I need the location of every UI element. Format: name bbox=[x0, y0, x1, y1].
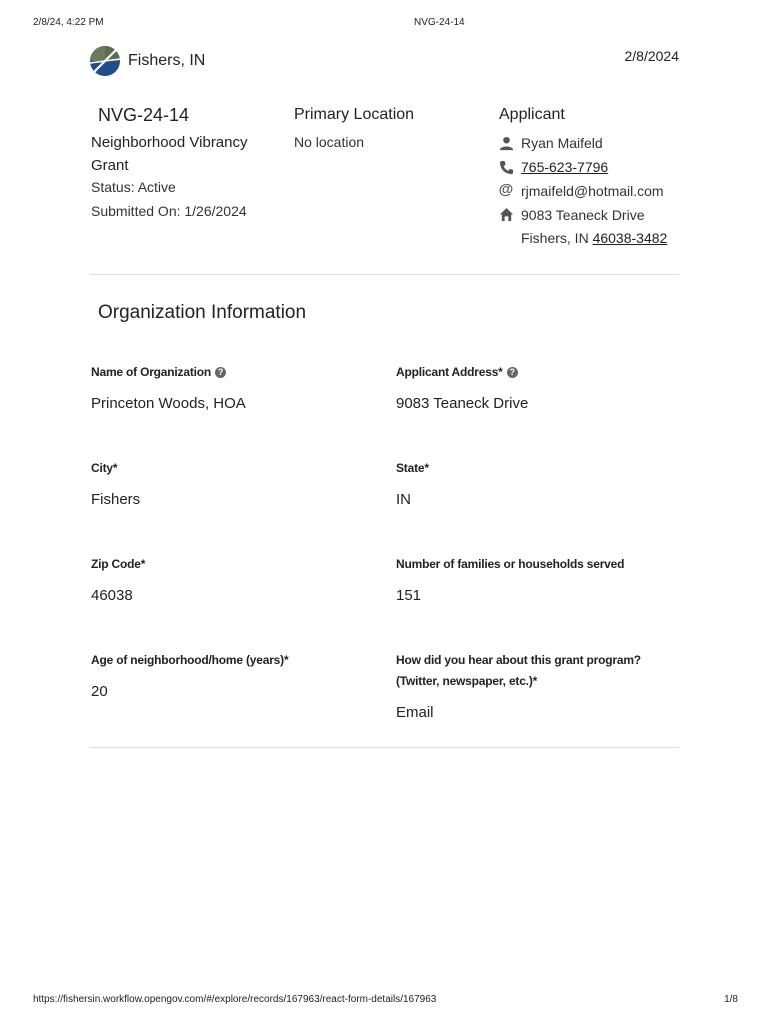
address-label bbox=[396, 365, 518, 379]
person-icon bbox=[498, 135, 514, 151]
org-name-value: Princeton Woods, HOA bbox=[91, 395, 246, 412]
applicant-name: Ryan Maifeld bbox=[521, 135, 603, 151]
applicant-city-line bbox=[521, 226, 667, 250]
zip-value: 46038 bbox=[91, 587, 133, 604]
divider-top bbox=[90, 274, 679, 275]
section-title: Organization Information bbox=[98, 302, 307, 323]
brand-name: Fishers, IN bbox=[128, 52, 206, 69]
age-label: Age of neighborhood/home (years)* bbox=[91, 653, 289, 667]
households-value: 151 bbox=[396, 587, 422, 604]
help-icon[interactable]: ? bbox=[215, 367, 226, 378]
hear-value: Email bbox=[396, 704, 434, 721]
org-name-label bbox=[91, 365, 226, 379]
applicant-heading: Applicant bbox=[499, 106, 565, 123]
age-value: 20 bbox=[91, 683, 108, 700]
record-status: Status: Active bbox=[91, 179, 176, 195]
record-type bbox=[91, 131, 248, 177]
record-submitted: Submitted On: 1/26/2024 bbox=[91, 203, 247, 219]
applicant-street: 9083 Teaneck Drive bbox=[521, 207, 645, 223]
at-icon: @ bbox=[498, 180, 514, 198]
hear-label-line1: How did you hear about this grant program? bbox=[396, 653, 641, 667]
applicant-email: rjmaifeld@hotmail.com bbox=[521, 183, 664, 199]
print-url: https://fishersin.workflow.opengov.com/#/explore/records/167963/react-form-details/167963 bbox=[33, 994, 437, 1005]
print-doc-title: NVG-24-14 bbox=[414, 17, 465, 28]
households-label: Number of families or households served bbox=[396, 557, 625, 571]
divider-bottom bbox=[90, 747, 679, 748]
applicant-zip-link[interactable]: 46038-3482 bbox=[592, 230, 668, 246]
logo-mark bbox=[90, 46, 120, 76]
city-label: City* bbox=[91, 461, 118, 475]
document-date: 2/8/2024 bbox=[624, 48, 679, 64]
primary-location-heading: Primary Location bbox=[294, 106, 415, 123]
record-id: NVG-24-14 bbox=[98, 105, 190, 125]
city-value: Fishers bbox=[91, 491, 141, 508]
address-label-text: Applicant Address* bbox=[396, 365, 503, 379]
org-name-label-text: Name of Organization bbox=[91, 365, 212, 379]
hear-label-line2: (Twitter, newspaper, etc.)* bbox=[396, 674, 538, 688]
help-icon[interactable]: ? bbox=[507, 367, 518, 378]
primary-location-value: No location bbox=[294, 134, 365, 150]
phone-icon bbox=[498, 159, 514, 175]
applicant-city-state: Fishers, IN bbox=[521, 230, 589, 246]
state-label: State* bbox=[396, 461, 429, 475]
record-type-line1: Neighborhood Vibrancy bbox=[91, 134, 248, 151]
print-datetime: 2/8/24, 4:22 PM bbox=[33, 17, 104, 28]
record-type-line2: Grant bbox=[91, 157, 129, 174]
home-icon bbox=[498, 206, 514, 222]
applicant-phone-link[interactable]: 765-623-7796 bbox=[521, 159, 609, 175]
print-page-number: 1/8 bbox=[724, 994, 738, 1005]
state-value: IN bbox=[396, 491, 411, 508]
zip-label: Zip Code* bbox=[91, 557, 146, 571]
address-value: 9083 Teaneck Drive bbox=[396, 395, 529, 412]
